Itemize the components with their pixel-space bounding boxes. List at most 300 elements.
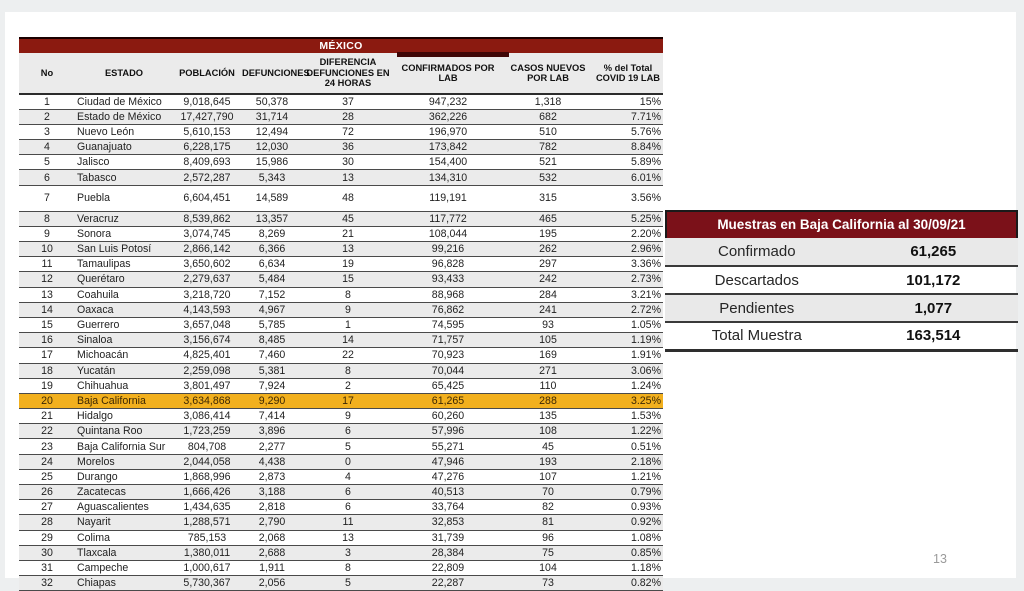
state-row-12 [19, 272, 663, 287]
cell-pct-total: 2.73% [593, 272, 663, 287]
cell-casos-nuevos-lab: 107 [503, 469, 593, 484]
cell-pct-total: 5.25% [593, 211, 663, 226]
cell-poblacion: 785,153 [173, 530, 241, 545]
cell-casos-nuevos-lab: 288 [503, 393, 593, 408]
cell-confirmados-lab: 70,044 [393, 363, 503, 378]
cell-no: 8 [19, 211, 75, 226]
cell-estado: Colima [75, 530, 173, 545]
mexico-table [19, 53, 663, 591]
cell-defunciones: 12,494 [241, 124, 303, 139]
col-header-defunciones: DEFUNCIONES [241, 53, 303, 94]
cell-diferencia-24h: 3 [303, 545, 393, 560]
cell-pct-total: 1.21% [593, 469, 663, 484]
cell-pct-total: 1.08% [593, 530, 663, 545]
mexico-table-title: MÉXICO [19, 37, 663, 53]
cell-no: 1 [19, 94, 75, 109]
cell-casos-nuevos-lab: 81 [503, 515, 593, 530]
cell-defunciones: 2,277 [241, 439, 303, 454]
cell-pct-total: 1.24% [593, 378, 663, 393]
muestras-row [665, 266, 1018, 294]
cell-no: 15 [19, 317, 75, 332]
cell-confirmados-lab: 119,191 [393, 185, 503, 211]
state-row-3 [19, 124, 663, 139]
cell-casos-nuevos-lab: 241 [503, 302, 593, 317]
muestras-value: 1,077 [849, 294, 1018, 322]
cell-diferencia-24h: 11 [303, 515, 393, 530]
cell-poblacion: 17,427,790 [173, 109, 241, 124]
cell-no: 25 [19, 469, 75, 484]
cell-defunciones: 5,381 [241, 363, 303, 378]
cell-estado: Puebla [75, 185, 173, 211]
state-row-24 [19, 454, 663, 469]
state-row-26 [19, 485, 663, 500]
cell-estado: Nayarit [75, 515, 173, 530]
cell-estado: Michoacán [75, 348, 173, 363]
cell-poblacion: 1,868,996 [173, 469, 241, 484]
cell-no: 14 [19, 302, 75, 317]
cell-defunciones: 8,485 [241, 333, 303, 348]
cell-diferencia-24h: 1 [303, 317, 393, 332]
cell-no: 19 [19, 378, 75, 393]
cell-defunciones: 5,343 [241, 170, 303, 185]
cell-pct-total: 0.79% [593, 485, 663, 500]
cell-confirmados-lab: 134,310 [393, 170, 503, 185]
cell-no: 4 [19, 140, 75, 155]
cell-casos-nuevos-lab: 682 [503, 109, 593, 124]
cell-defunciones: 2,688 [241, 545, 303, 560]
cell-poblacion: 5,610,153 [173, 124, 241, 139]
cell-defunciones: 14,589 [241, 185, 303, 211]
cell-casos-nuevos-lab: 315 [503, 185, 593, 211]
cell-no: 10 [19, 242, 75, 257]
cell-diferencia-24h: 4 [303, 469, 393, 484]
cell-estado: Nuevo León [75, 124, 173, 139]
state-row-11 [19, 257, 663, 272]
cell-estado: Tabasco [75, 170, 173, 185]
cell-confirmados-lab: 71,757 [393, 333, 503, 348]
cell-no: 13 [19, 287, 75, 302]
state-row-13 [19, 287, 663, 302]
cell-poblacion: 3,086,414 [173, 409, 241, 424]
state-row-6 [19, 170, 663, 185]
cell-estado: Ciudad de México [75, 94, 173, 109]
cell-casos-nuevos-lab: 73 [503, 576, 593, 591]
cell-casos-nuevos-lab: 104 [503, 560, 593, 575]
cell-confirmados-lab: 76,862 [393, 302, 503, 317]
cell-estado: Estado de México [75, 109, 173, 124]
cell-estado: Durango [75, 469, 173, 484]
cell-poblacion: 8,539,862 [173, 211, 241, 226]
cell-defunciones: 2,818 [241, 500, 303, 515]
cell-confirmados-lab: 47,276 [393, 469, 503, 484]
cell-confirmados-lab: 99,216 [393, 242, 503, 257]
cell-pct-total: 0.93% [593, 500, 663, 515]
cell-confirmados-lab: 32,853 [393, 515, 503, 530]
cell-estado: Veracruz [75, 211, 173, 226]
cell-poblacion: 3,074,745 [173, 226, 241, 241]
cell-diferencia-24h: 13 [303, 170, 393, 185]
cell-diferencia-24h: 6 [303, 500, 393, 515]
cell-poblacion: 2,572,287 [173, 170, 241, 185]
cell-casos-nuevos-lab: 262 [503, 242, 593, 257]
cell-confirmados-lab: 61,265 [393, 393, 503, 408]
cell-casos-nuevos-lab: 521 [503, 155, 593, 170]
cell-poblacion: 1,380,011 [173, 545, 241, 560]
cell-no: 5 [19, 155, 75, 170]
cell-no: 23 [19, 439, 75, 454]
cell-estado: Guerrero [75, 317, 173, 332]
cell-defunciones: 2,873 [241, 469, 303, 484]
state-row-17 [19, 348, 663, 363]
muestras-value: 163,514 [849, 322, 1018, 350]
state-row-5 [19, 155, 663, 170]
cell-casos-nuevos-lab: 284 [503, 287, 593, 302]
muestras-label: Pendientes [665, 294, 849, 322]
mexico-covid-table [19, 37, 663, 591]
cell-casos-nuevos-lab: 271 [503, 363, 593, 378]
cell-defunciones: 5,785 [241, 317, 303, 332]
cell-no: 31 [19, 560, 75, 575]
cell-diferencia-24h: 8 [303, 363, 393, 378]
cell-estado: Campeche [75, 560, 173, 575]
cell-estado: Baja California [75, 393, 173, 408]
slide [5, 12, 1016, 590]
cell-diferencia-24h: 17 [303, 393, 393, 408]
cell-estado: Coahuila [75, 287, 173, 302]
cell-defunciones: 6,634 [241, 257, 303, 272]
cell-no: 17 [19, 348, 75, 363]
cell-poblacion: 1,666,426 [173, 485, 241, 500]
cell-defunciones: 4,438 [241, 454, 303, 469]
state-row-29 [19, 530, 663, 545]
muestras-value: 61,265 [849, 238, 1018, 266]
cell-defunciones: 3,188 [241, 485, 303, 500]
cell-estado: Querétaro [75, 272, 173, 287]
col-header-poblacion: POBLACIÓN [173, 53, 241, 94]
cell-confirmados-lab: 40,513 [393, 485, 503, 500]
cell-confirmados-lab: 60,260 [393, 409, 503, 424]
cell-diferencia-24h: 37 [303, 94, 393, 109]
cell-confirmados-lab: 70,923 [393, 348, 503, 363]
cell-defunciones: 7,152 [241, 287, 303, 302]
cell-confirmados-lab: 33,764 [393, 500, 503, 515]
cell-pct-total: 1.22% [593, 424, 663, 439]
cell-no: 18 [19, 363, 75, 378]
cell-casos-nuevos-lab: 108 [503, 424, 593, 439]
cell-diferencia-24h: 19 [303, 257, 393, 272]
cell-casos-nuevos-lab: 169 [503, 348, 593, 363]
cell-diferencia-24h: 5 [303, 576, 393, 591]
cell-defunciones: 12,030 [241, 140, 303, 155]
cell-poblacion: 9,018,645 [173, 94, 241, 109]
cell-diferencia-24h: 9 [303, 302, 393, 317]
cell-casos-nuevos-lab: 96 [503, 530, 593, 545]
cell-defunciones: 7,414 [241, 409, 303, 424]
cell-confirmados-lab: 65,425 [393, 378, 503, 393]
cell-diferencia-24h: 30 [303, 155, 393, 170]
cell-diferencia-24h: 28 [303, 109, 393, 124]
cell-diferencia-24h: 6 [303, 424, 393, 439]
cell-poblacion: 1,288,571 [173, 515, 241, 530]
cell-pct-total: 2.96% [593, 242, 663, 257]
cell-estado: Tamaulipas [75, 257, 173, 272]
cell-pct-total: 1.19% [593, 333, 663, 348]
state-row-32 [19, 576, 663, 591]
cell-pct-total: 15% [593, 94, 663, 109]
state-row-23 [19, 439, 663, 454]
cell-no: 30 [19, 545, 75, 560]
cell-poblacion: 2,866,142 [173, 242, 241, 257]
cell-diferencia-24h: 8 [303, 287, 393, 302]
col-header-pct-total: % del Total COVID 19 LAB [593, 53, 663, 94]
cell-estado: Yucatán [75, 363, 173, 378]
cell-diferencia-24h: 36 [303, 140, 393, 155]
cell-confirmados-lab: 22,809 [393, 560, 503, 575]
state-row-4 [19, 140, 663, 155]
cell-confirmados-lab: 31,739 [393, 530, 503, 545]
cell-poblacion: 3,218,720 [173, 287, 241, 302]
cell-defunciones: 6,366 [241, 242, 303, 257]
cell-confirmados-lab: 47,946 [393, 454, 503, 469]
cell-pct-total: 1.05% [593, 317, 663, 332]
state-row-1 [19, 94, 663, 109]
cell-pct-total: 3.06% [593, 363, 663, 378]
cell-diferencia-24h: 45 [303, 211, 393, 226]
cell-poblacion: 3,801,497 [173, 378, 241, 393]
state-row-8 [19, 211, 663, 226]
cell-diferencia-24h: 6 [303, 485, 393, 500]
cell-estado: Chihuahua [75, 378, 173, 393]
cell-casos-nuevos-lab: 135 [503, 409, 593, 424]
cell-no: 3 [19, 124, 75, 139]
state-row-25 [19, 469, 663, 484]
cell-diferencia-24h: 13 [303, 242, 393, 257]
cell-defunciones: 13,357 [241, 211, 303, 226]
cell-pct-total: 0.51% [593, 439, 663, 454]
muestras-label: Total Muestra [665, 322, 849, 350]
cell-diferencia-24h: 48 [303, 185, 393, 211]
cell-pct-total: 1.18% [593, 560, 663, 575]
cell-defunciones: 15,986 [241, 155, 303, 170]
cell-no: 22 [19, 424, 75, 439]
cell-casos-nuevos-lab: 105 [503, 333, 593, 348]
cell-defunciones: 1,911 [241, 560, 303, 575]
cell-confirmados-lab: 55,271 [393, 439, 503, 454]
col-header-no: No [19, 53, 75, 94]
muestras-label: Descartados [665, 266, 849, 294]
state-row-2 [19, 109, 663, 124]
state-row-30 [19, 545, 663, 560]
cell-poblacion: 2,279,637 [173, 272, 241, 287]
cell-casos-nuevos-lab: 1,318 [503, 94, 593, 109]
cell-poblacion: 2,044,058 [173, 454, 241, 469]
cell-casos-nuevos-lab: 93 [503, 317, 593, 332]
cell-confirmados-lab: 88,968 [393, 287, 503, 302]
cell-diferencia-24h: 21 [303, 226, 393, 241]
cell-confirmados-lab: 108,044 [393, 226, 503, 241]
cell-pct-total: 3.25% [593, 393, 663, 408]
cell-casos-nuevos-lab: 110 [503, 378, 593, 393]
header-row [19, 53, 663, 94]
cell-no: 6 [19, 170, 75, 185]
cell-poblacion: 4,825,401 [173, 348, 241, 363]
cell-estado: Jalisco [75, 155, 173, 170]
cell-poblacion: 1,434,635 [173, 500, 241, 515]
cell-no: 28 [19, 515, 75, 530]
cell-confirmados-lab: 57,996 [393, 424, 503, 439]
cell-poblacion: 8,409,693 [173, 155, 241, 170]
cell-defunciones: 2,056 [241, 576, 303, 591]
cell-estado: Sinaloa [75, 333, 173, 348]
cell-pct-total: 2.20% [593, 226, 663, 241]
muestras-row [665, 322, 1018, 350]
cell-no: 16 [19, 333, 75, 348]
cell-casos-nuevos-lab: 70 [503, 485, 593, 500]
cell-estado: Oaxaca [75, 302, 173, 317]
cell-poblacion: 3,657,048 [173, 317, 241, 332]
state-row-14 [19, 302, 663, 317]
cell-poblacion: 3,634,868 [173, 393, 241, 408]
cell-estado: Chiapas [75, 576, 173, 591]
cell-casos-nuevos-lab: 532 [503, 170, 593, 185]
col-header-casos-nuevos-lab: CASOS NUEVOS POR LAB [503, 53, 593, 94]
cell-estado: Aguascalientes [75, 500, 173, 515]
cell-estado: Zacatecas [75, 485, 173, 500]
cell-estado: Morelos [75, 454, 173, 469]
cell-casos-nuevos-lab: 193 [503, 454, 593, 469]
cell-diferencia-24h: 14 [303, 333, 393, 348]
cell-poblacion: 5,730,367 [173, 576, 241, 591]
cell-estado: Hidalgo [75, 409, 173, 424]
col-header-estado: ESTADO [75, 53, 173, 94]
cell-defunciones: 50,378 [241, 94, 303, 109]
cell-diferencia-24h: 15 [303, 272, 393, 287]
state-row-21 [19, 409, 663, 424]
cell-estado: San Luis Potosí [75, 242, 173, 257]
cell-casos-nuevos-lab: 242 [503, 272, 593, 287]
col-header-diferencia-24h: DIFERENCIA DEFUNCIONES EN 24 HORAS [303, 53, 393, 94]
cell-diferencia-24h: 9 [303, 409, 393, 424]
muestras-row [665, 238, 1018, 266]
state-row-16 [19, 333, 663, 348]
cell-casos-nuevos-lab: 45 [503, 439, 593, 454]
cell-defunciones: 7,924 [241, 378, 303, 393]
state-row-20 [19, 393, 663, 408]
state-row-7 [19, 185, 663, 211]
cell-poblacion: 3,156,674 [173, 333, 241, 348]
cell-confirmados-lab: 947,232 [393, 94, 503, 109]
cell-pct-total: 0.85% [593, 545, 663, 560]
cell-no: 29 [19, 530, 75, 545]
cell-diferencia-24h: 72 [303, 124, 393, 139]
cell-no: 12 [19, 272, 75, 287]
cell-poblacion: 3,650,602 [173, 257, 241, 272]
cell-confirmados-lab: 154,400 [393, 155, 503, 170]
cell-pct-total: 0.82% [593, 576, 663, 591]
state-row-18 [19, 363, 663, 378]
cell-confirmados-lab: 93,433 [393, 272, 503, 287]
state-row-19 [19, 378, 663, 393]
cell-confirmados-lab: 173,842 [393, 140, 503, 155]
cell-poblacion: 804,708 [173, 439, 241, 454]
muestras-panel [665, 210, 1018, 352]
state-row-22 [19, 424, 663, 439]
cell-diferencia-24h: 8 [303, 560, 393, 575]
state-row-9 [19, 226, 663, 241]
state-row-10 [19, 242, 663, 257]
cell-no: 9 [19, 226, 75, 241]
muestras-value: 101,172 [849, 266, 1018, 294]
cell-defunciones: 8,269 [241, 226, 303, 241]
cell-confirmados-lab: 117,772 [393, 211, 503, 226]
cell-no: 26 [19, 485, 75, 500]
cell-casos-nuevos-lab: 297 [503, 257, 593, 272]
cell-confirmados-lab: 28,384 [393, 545, 503, 560]
col-header-confirmados-lab: CONFIRMADOS POR LAB [393, 53, 503, 94]
cell-confirmados-lab: 22,287 [393, 576, 503, 591]
cell-pct-total: 2.18% [593, 454, 663, 469]
cell-confirmados-lab: 362,226 [393, 109, 503, 124]
cell-estado: Sonora [75, 226, 173, 241]
cell-confirmados-lab: 196,970 [393, 124, 503, 139]
cell-casos-nuevos-lab: 782 [503, 140, 593, 155]
cell-pct-total: 3.56% [593, 185, 663, 211]
cell-pct-total: 3.21% [593, 287, 663, 302]
muestras-row [665, 294, 1018, 322]
cell-casos-nuevos-lab: 195 [503, 226, 593, 241]
state-row-31 [19, 560, 663, 575]
cell-pct-total: 5.76% [593, 124, 663, 139]
cell-no: 7 [19, 185, 75, 211]
cell-casos-nuevos-lab: 510 [503, 124, 593, 139]
cell-confirmados-lab: 74,595 [393, 317, 503, 332]
state-row-15 [19, 317, 663, 332]
cell-no: 27 [19, 500, 75, 515]
confirmados-accent-bar [397, 52, 509, 57]
cell-defunciones: 5,484 [241, 272, 303, 287]
cell-pct-total: 2.72% [593, 302, 663, 317]
cell-pct-total: 1.53% [593, 409, 663, 424]
cell-diferencia-24h: 5 [303, 439, 393, 454]
cell-pct-total: 3.36% [593, 257, 663, 272]
cell-estado: Tlaxcala [75, 545, 173, 560]
cell-defunciones: 4,967 [241, 302, 303, 317]
cell-no: 32 [19, 576, 75, 591]
cell-defunciones: 2,790 [241, 515, 303, 530]
cell-defunciones: 7,460 [241, 348, 303, 363]
cell-estado: Quintana Roo [75, 424, 173, 439]
cell-casos-nuevos-lab: 465 [503, 211, 593, 226]
cell-poblacion: 1,723,259 [173, 424, 241, 439]
cell-diferencia-24h: 0 [303, 454, 393, 469]
cell-casos-nuevos-lab: 75 [503, 545, 593, 560]
muestras-panel-title: Muestras en Baja California al 30/09/21 [665, 210, 1018, 238]
cell-estado: Guanajuato [75, 140, 173, 155]
cell-no: 20 [19, 393, 75, 408]
cell-poblacion: 1,000,617 [173, 560, 241, 575]
cell-diferencia-24h: 22 [303, 348, 393, 363]
page-number: 13 [933, 552, 947, 566]
cell-poblacion: 6,228,175 [173, 140, 241, 155]
cell-pct-total: 6.01% [593, 170, 663, 185]
cell-poblacion: 2,259,098 [173, 363, 241, 378]
cell-pct-total: 7.71% [593, 109, 663, 124]
state-row-27 [19, 500, 663, 515]
muestras-table [665, 238, 1018, 352]
cell-no: 11 [19, 257, 75, 272]
cell-pct-total: 8.84% [593, 140, 663, 155]
cell-estado: Baja California Sur [75, 439, 173, 454]
